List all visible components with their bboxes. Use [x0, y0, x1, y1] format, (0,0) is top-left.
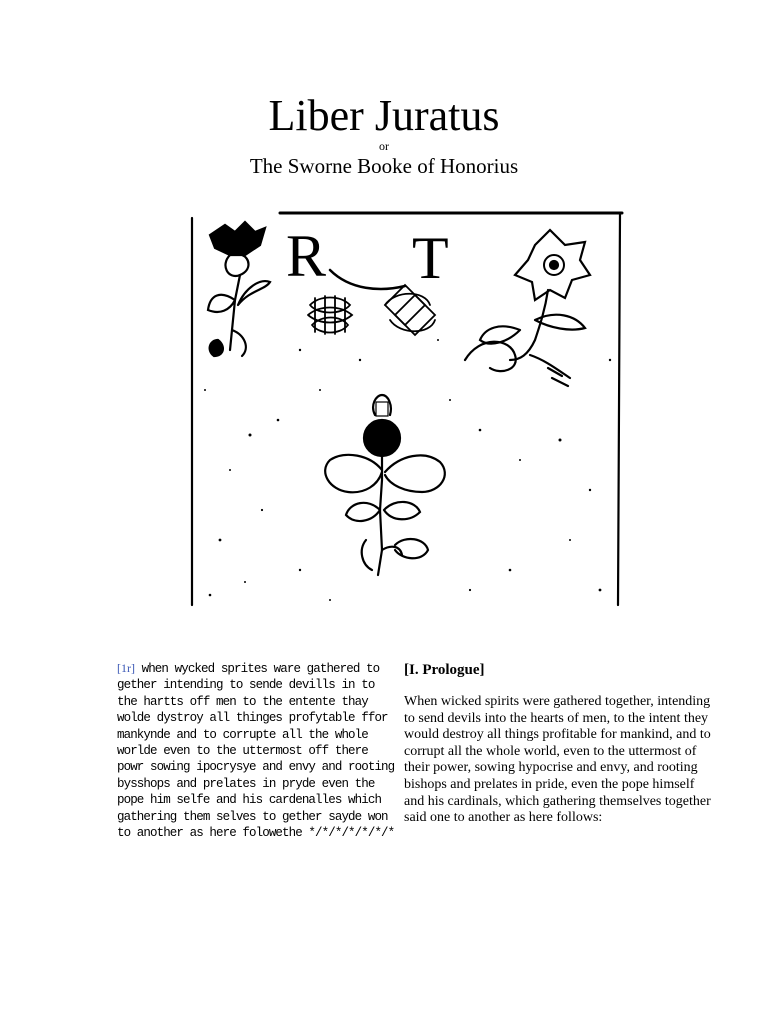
page-subtitle: The Sworne Booke of Honorius: [249, 154, 519, 178]
original-text: when wycked sprites ware gathered to gether intending to sende devills in to the hartts off men to the entente thay wolde dystroy all thinges profytable ffor mankynde and to corrupte all the whole worlde even to the uttermost off there powr sowing ipocrysye and envy and rooting bysshops and prelates in pryde even the pope him selfe and his cardenalles which gathering them selves to gether sayde won to another as here folowethe */*/*/*/*/*/*: [117, 662, 395, 841]
modern-text: When wicked spirits were gathered together, intending to send devils into the hearts of men, to the intent they would destroy all things profitable for mankind, and to corrupt all the whole world, even to the uttermost of their power, sowing hypocrise and envy, and rooting bishops and prelates in pride, even the pope himself and his cardinals, which gathering themselves together said one to another as here follows:: [404, 694, 711, 826]
section-heading: [I. Prologue]: [404, 662, 485, 678]
title-conjunction: or: [379, 139, 389, 153]
page-title: Liber Juratus: [268, 91, 500, 140]
folio-marker: [1r]: [117, 661, 135, 675]
woodcut-letter-t: T: [412, 225, 449, 291]
woodcut-illustration: [190, 210, 630, 610]
modern-text-column: [404, 660, 714, 827]
original-text-column: [117, 660, 400, 841]
woodcut-letter-r: R: [286, 223, 327, 289]
woodcut-illustration-icon: [190, 210, 630, 610]
